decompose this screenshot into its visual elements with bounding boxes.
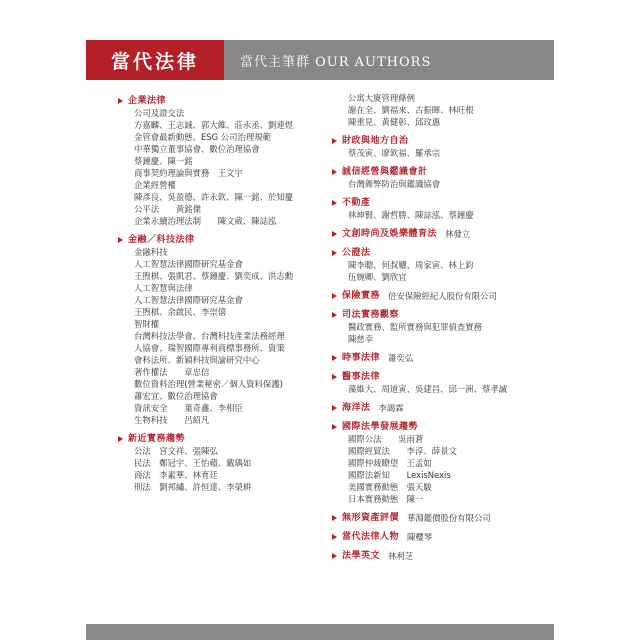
- triangle-bullet-icon: [332, 138, 337, 144]
- triangle-bullet-icon: [332, 169, 337, 175]
- section-line: 商法 李素華、林育廷: [134, 470, 218, 480]
- section-author: 陳櫻琴: [407, 532, 433, 542]
- section-heading: [332, 166, 542, 178]
- section-title: 不動產: [342, 198, 371, 208]
- section-title: 誠信經營與鑑識會計: [342, 167, 428, 177]
- author-section: [332, 371, 542, 395]
- section-line: 人工智慧法律國際研究基金會: [134, 259, 243, 269]
- section-line: 人工智慧法律國際研究基金會: [134, 295, 243, 305]
- triangle-bullet-icon: [332, 293, 337, 299]
- section-title: 新近實務趨勢: [128, 434, 186, 444]
- section-author: 倍安保險經紀人股份有限公司: [388, 291, 497, 301]
- author-section: [332, 402, 542, 414]
- author-section: [332, 352, 542, 364]
- triangle-bullet-icon: [118, 237, 123, 243]
- section-author: 李謁霖: [378, 403, 404, 413]
- section-line: 刑法 劉邦繡、許恒達、李榮耕: [134, 482, 252, 492]
- author-section: [332, 290, 542, 302]
- section-title: 金融／科技法律: [128, 235, 195, 245]
- section-line: 美國實務動態 張天駿: [348, 482, 432, 492]
- section-line: 方嘉麟、王志誠、郭大維、莊永丞、劉連煜: [134, 120, 294, 130]
- section-title: 企業法律: [128, 96, 167, 106]
- author-section: [118, 433, 328, 493]
- section-heading: [332, 531, 542, 543]
- section-line: 企業永續治理法制 陳文葳、陳誌泓: [134, 216, 277, 226]
- section-line: 智財權: [134, 319, 160, 329]
- section-title: 財政與地方自治: [342, 136, 409, 146]
- author-section: [332, 531, 542, 543]
- triangle-bullet-icon: [332, 312, 337, 318]
- section-heading: [332, 247, 542, 259]
- triangle-bullet-icon: [332, 355, 337, 361]
- section-line: 人工智慧與法律: [134, 283, 193, 293]
- authors-banner: [86, 40, 554, 80]
- section-line: 數位資料治理(營業秘密／個人資料保護): [134, 379, 283, 389]
- author-section: [332, 421, 542, 505]
- triangle-bullet-icon: [332, 553, 337, 559]
- author-section: [332, 550, 542, 562]
- section-title: 法學英文: [342, 551, 381, 561]
- section-line: 民法 鄭冠宇、王怡蘋、戴瑀如: [134, 458, 252, 468]
- section-line: 商事契約理論與實務 王文宇: [134, 168, 243, 178]
- section-author: 林利芝: [388, 551, 414, 561]
- section-line: 台灣科技法學會、台灣科技產業法務經理: [134, 331, 285, 341]
- triangle-bullet-icon: [118, 98, 123, 104]
- section-line: 國際法新知 LexisNexis: [348, 470, 451, 480]
- section-line: 金管會最新動態、ESG 公司治理規範: [134, 132, 272, 142]
- section-line: 會科法所、新穎科技與論研究中心: [134, 355, 260, 365]
- section-heading: [332, 290, 542, 302]
- author-section: [332, 135, 542, 159]
- section-line: 公平法 黃銘傑: [134, 204, 201, 214]
- section-line: 陳重見、黃健彰、邱玟惠: [348, 117, 441, 127]
- section-heading: [332, 228, 542, 240]
- author-section: [118, 234, 328, 426]
- section-line: 日本實務動態 陳一: [348, 494, 424, 504]
- right-column: [332, 92, 542, 562]
- author-section: [332, 309, 542, 345]
- triangle-bullet-icon: [332, 200, 337, 206]
- triangle-bullet-icon: [332, 534, 337, 540]
- triangle-bullet-icon: [332, 424, 337, 430]
- triangle-bullet-icon: [332, 515, 337, 521]
- banner-subtitle: 當代主筆群 OUR AUTHORS: [224, 40, 554, 80]
- bottom-bar: [86, 624, 554, 640]
- section-title: 保險實務: [342, 291, 381, 301]
- section-heading: [118, 95, 328, 107]
- section-line: 資訊安全 葉奇鑫、李相臣: [134, 403, 243, 413]
- section-line: 王煦棋、張凱君、蔡鐘慶、劉奕成、洪志勳: [134, 271, 294, 281]
- section-heading: [332, 402, 542, 414]
- section-line: 謝在全、劉福來、古振暉、林旺根: [348, 105, 474, 115]
- section-heading: [332, 550, 542, 562]
- section-title: 醫事法律: [342, 372, 381, 382]
- author-section: [332, 166, 542, 190]
- author-section: [332, 247, 542, 283]
- author-section: [332, 92, 542, 128]
- section-line: 蔡鐘慶、陳一銘: [134, 156, 193, 166]
- section-line: 林坤賢、謝哲勝、陳誌泓、蔡鐘慶: [348, 210, 474, 220]
- section-title: 國際法學發展趨勢: [342, 422, 419, 432]
- section-line: 國際仲裁瞭望 王孟如: [348, 458, 432, 468]
- section-line: 公寓大廈管理條例: [348, 93, 415, 103]
- section-heading: [118, 234, 328, 246]
- section-title: 無形資產評價: [342, 513, 400, 523]
- section-line: 生物科技 呂紹凡: [134, 415, 210, 425]
- triangle-bullet-icon: [118, 436, 123, 442]
- section-heading: [332, 135, 542, 147]
- author-section: [332, 228, 542, 240]
- section-line: 蔡茂寅、廖欽福、羅承宗: [348, 148, 441, 158]
- section-line: 蕭宏宜、數位治理協會: [134, 391, 218, 401]
- section-line: 人協會、瑞智國際專利商標事務所、資策: [134, 343, 285, 353]
- left-column: [118, 92, 328, 493]
- triangle-bullet-icon: [332, 405, 337, 411]
- section-line: 伍婉卿、劉欣宜: [348, 272, 407, 282]
- section-heading: [332, 421, 542, 433]
- section-line: 陳李聰、何叔孋、周家寅、林上鈞: [348, 260, 474, 270]
- author-section: [332, 512, 542, 524]
- section-line: 金融科技: [134, 247, 168, 257]
- author-section: [332, 197, 542, 221]
- section-title: 公證法: [342, 248, 371, 258]
- triangle-bullet-icon: [332, 374, 337, 380]
- section-line: 國際經貿法 李淳、薛景文: [348, 446, 457, 456]
- author-section: [118, 95, 328, 227]
- section-author: 華淵鑑價股份有限公司: [407, 513, 491, 523]
- section-line: 公法 宮文祥、張陳弘: [134, 446, 218, 456]
- section-author: 蕭奕弘: [388, 353, 414, 363]
- triangle-bullet-icon: [332, 250, 337, 256]
- section-line: 台灣舞弊防治與鑑識協會: [348, 179, 441, 189]
- section-line: 企業經營權: [134, 180, 176, 190]
- section-line: 陳慈幸: [348, 334, 374, 344]
- section-line: 國際公法 吳雨蒼: [348, 434, 424, 444]
- section-line: 王煦棋、余啟民、李崇僖: [134, 307, 227, 317]
- section-title: 文創時尚及娛樂體育法: [342, 229, 438, 239]
- section-title: 司法實務觀察: [342, 310, 400, 320]
- banner-title: 當代法律: [86, 40, 224, 80]
- section-line: 公司及證交法: [134, 108, 185, 118]
- section-heading: [332, 309, 542, 321]
- triangle-bullet-icon: [332, 231, 337, 237]
- section-author: 林發立: [445, 229, 471, 239]
- section-line: 著作權法 章忠信: [134, 367, 210, 377]
- section-line: 醫政實務、監所實務與犯罪偵查實務: [348, 322, 482, 332]
- section-heading: [332, 512, 542, 524]
- section-line: 藻維大、周道寅、吳建昌、邱一洲、蔡孝誠: [348, 384, 508, 394]
- section-heading: [332, 371, 542, 383]
- section-title: 當代法律人物: [342, 532, 400, 542]
- section-title: 時事法律: [342, 353, 381, 363]
- section-line: 中華獨立董事協會、數位治理協會: [134, 144, 260, 154]
- section-line: 陳彥良、吳盈德、許永欽、陳一銘、於知慶: [134, 192, 294, 202]
- section-title: 海洋法: [342, 403, 371, 413]
- section-heading: [332, 197, 542, 209]
- section-heading: [332, 352, 542, 364]
- section-heading: [118, 433, 328, 445]
